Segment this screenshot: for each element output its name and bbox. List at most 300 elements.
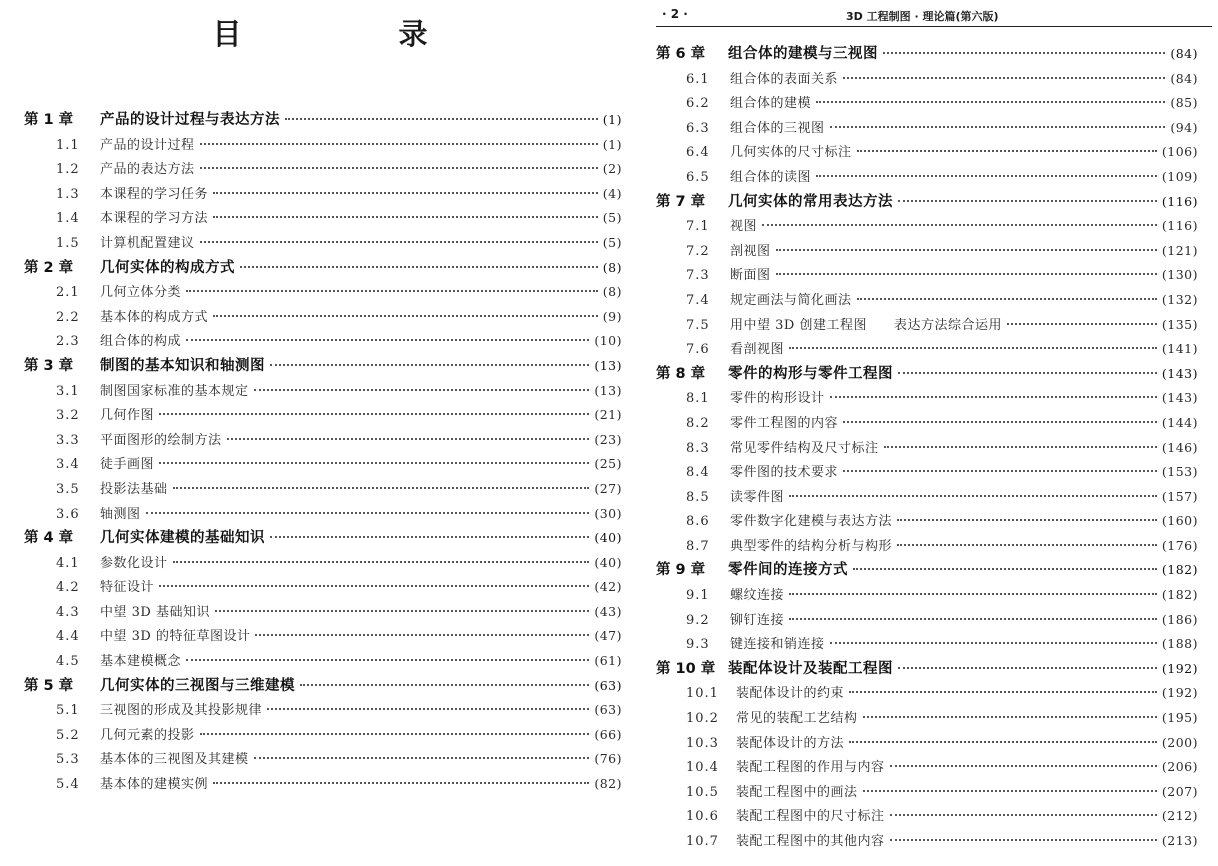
toc-entry-page: (116) (1161, 218, 1198, 234)
toc-chapter-entry (0, 108, 640, 133)
toc-dot-leader (227, 438, 590, 440)
toc-entry-title: 产品的设计过程 (100, 137, 195, 153)
toc-section-entry (0, 747, 640, 772)
toc-entry-title: 制图的基本知识和轴测图 (100, 357, 265, 374)
toc-entry-number: 3.4 (56, 457, 80, 473)
toc-section-entry (0, 379, 640, 404)
toc-dot-leader (270, 536, 589, 538)
toc-entry-page: (63) (594, 702, 622, 718)
toc-entry-number: 10.6 (686, 809, 719, 825)
toc-entry-title: 参数化设计 (100, 555, 168, 571)
toc-entry-title: 基本体的构成方式 (100, 309, 209, 325)
toc-entry-number: 第 4 章 (24, 530, 74, 547)
toc-dot-leader (816, 101, 1165, 103)
toc-section-entry (648, 829, 1218, 854)
toc-entry-title: 装配体设计及装配工程图 (728, 660, 893, 677)
toc-chapter-entry (648, 190, 1218, 215)
toc-section-entry (648, 436, 1218, 461)
toc-entry-number: 7.3 (686, 268, 710, 284)
toc-entry-title: 几何实体的常用表达方法 (728, 193, 893, 210)
toc-dot-leader (159, 585, 589, 587)
toc-entry-title: 本课程的学习方法 (100, 211, 209, 227)
toc-list-right (648, 42, 1218, 854)
toc-section-entry (0, 133, 640, 158)
toc-entry-title: 零件间的连接方式 (728, 562, 848, 579)
toc-dot-leader (789, 495, 1157, 497)
toc-dot-leader (898, 372, 1157, 374)
toc-dot-leader (200, 167, 598, 169)
toc-section-entry (648, 214, 1218, 239)
toc-entry-page: (47) (594, 628, 622, 644)
toc-dot-leader (300, 684, 589, 686)
toc-entry-title: 零件的构形与零件工程图 (728, 365, 893, 382)
toc-section-entry (648, 337, 1218, 362)
toc-entry-number: 8.1 (686, 391, 710, 407)
toc-entry-page: (157) (1161, 488, 1198, 504)
toc-dot-leader (890, 765, 1157, 767)
toc-entry-page: (195) (1161, 710, 1198, 726)
toc-entry-page: (66) (594, 726, 622, 742)
toc-dot-leader (883, 52, 1165, 54)
toc-dot-leader (200, 241, 598, 243)
toc-dot-leader (898, 200, 1157, 202)
toc-section-entry (648, 165, 1218, 190)
toc-dot-leader (213, 192, 598, 194)
toc-section-entry (648, 411, 1218, 436)
toc-chapter-entry (0, 526, 640, 551)
toc-dot-leader (285, 118, 598, 120)
toc-dot-leader (890, 839, 1157, 841)
toc-entry-number: 5.1 (56, 703, 80, 719)
toc-entry-title: 几何立体分类 (100, 285, 182, 301)
toc-entry-title: 剖视图 (730, 243, 771, 259)
toc-entry-title: 本课程的学习任务 (100, 186, 209, 202)
toc-entry-page: (143) (1161, 365, 1198, 381)
toc-section-entry (0, 329, 640, 354)
toc-dot-leader (776, 249, 1157, 251)
toc-chapter-entry (0, 256, 640, 281)
toc-entry-page: (186) (1161, 611, 1198, 627)
toc-section-entry (648, 534, 1218, 559)
toc-entry-number: 3.6 (56, 506, 80, 522)
toc-entry-page: (188) (1161, 636, 1198, 652)
toc-dot-leader (173, 561, 590, 563)
toc-entry-page: (21) (594, 407, 622, 423)
toc-entry-page: (40) (594, 530, 622, 546)
toc-section-entry (648, 632, 1218, 657)
toc-entry-number: 8.6 (686, 514, 710, 530)
toc-section-entry (648, 140, 1218, 165)
toc-dot-leader (857, 150, 1157, 152)
toc-section-entry (0, 551, 640, 576)
toc-entry-title: 三视图的形成及其投影规律 (100, 703, 263, 719)
toc-entry-title: 基本建模概念 (100, 654, 182, 670)
toc-entry-page: (109) (1161, 168, 1198, 184)
toc-entry-number: 5.4 (56, 777, 80, 793)
toc-entry-title: 几何实体的三视图与三维建模 (100, 677, 295, 694)
toc-entry-number: 9.2 (686, 612, 710, 628)
toc-entry-title: 零件图的技术要求 (730, 465, 839, 481)
toc-entry-title: 螺纹连接 (730, 588, 785, 604)
toc-entry-number: 第 10 章 (656, 660, 716, 677)
toc-section-entry (0, 575, 640, 600)
toc-dot-leader (213, 315, 598, 317)
toc-entry-page: (27) (594, 480, 622, 496)
toc-entry-number: 8.4 (686, 465, 710, 481)
toc-entry-number: 10.5 (686, 784, 719, 800)
toc-entry-page: (5) (602, 210, 622, 226)
toc-dot-leader (240, 266, 598, 268)
toc-entry-number: 7.6 (686, 342, 710, 358)
toc-dot-leader (776, 273, 1157, 275)
toc-entry-title: 组合体的读图 (730, 169, 812, 185)
toc-entry-page: (135) (1161, 316, 1198, 332)
toc-dot-leader (863, 716, 1157, 718)
toc-entry-page: (121) (1161, 242, 1198, 258)
toc-dot-leader (789, 593, 1157, 595)
toc-entry-page: (84) (1170, 70, 1198, 86)
toc-entry-number: 6.1 (686, 71, 710, 87)
toc-entry-number: 10.7 (686, 834, 719, 849)
toc-entry-page: (13) (594, 382, 622, 398)
toc-entry-number: 8.5 (686, 489, 710, 505)
toc-entry-page: (8) (602, 284, 622, 300)
toc-entry-number: 第 5 章 (24, 677, 74, 694)
toc-entry-number: 10.3 (686, 735, 719, 751)
toc-entry-title: 读零件图 (730, 489, 785, 505)
toc-section-entry (648, 755, 1218, 780)
toc-entry-title: 几何作图 (100, 408, 155, 424)
toc-entry-title: 键连接和销连接 (730, 637, 825, 653)
toc-entry-title: 计算机配置建议 (100, 235, 195, 251)
header-book-title: 3D 工程制图 · 理论篇(第六版) (846, 10, 999, 23)
toc-entry-page: (130) (1161, 267, 1198, 283)
toc-entry-title: 几何元素的投影 (100, 727, 195, 743)
toc-entry-title: 基本体的三视图及其建模 (100, 752, 249, 768)
toc-entry-number: 2.1 (56, 285, 80, 301)
toc-entry-title: 特征设计 (100, 580, 155, 596)
toc-dot-leader (789, 618, 1157, 620)
toc-entry-title: 组合体的表面关系 (730, 71, 839, 87)
toc-entry-page: (43) (594, 603, 622, 619)
toc-section-entry (648, 780, 1218, 805)
toc-entry-title: 中望 3D 基础知识 (100, 604, 210, 620)
toc-entry-page: (206) (1161, 759, 1198, 775)
toc-entry-number: 第 7 章 (656, 193, 706, 210)
toc-dot-leader (173, 487, 590, 489)
toc-entry-number: 5.3 (56, 752, 80, 768)
toc-section-entry (648, 67, 1218, 92)
toc-dot-leader (816, 175, 1157, 177)
toc-dot-leader (849, 691, 1157, 693)
toc-entry-number: 9.3 (686, 637, 710, 653)
toc-entry-number: 7.5 (686, 317, 710, 333)
toc-entry-number: 4.2 (56, 580, 80, 596)
toc-entry-title: 产品的设计过程与表达方法 (100, 112, 280, 128)
toc-dot-leader (830, 126, 1166, 128)
toc-dot-leader (897, 544, 1157, 546)
toc-entry-title: 几何实体的构成方式 (100, 259, 235, 276)
toc-section-entry (648, 804, 1218, 829)
toc-entry-title: 常见的装配工艺结构 (736, 711, 858, 727)
toc-dot-leader (215, 610, 589, 612)
toc-entry-page: (9) (602, 308, 622, 324)
toc-chapter-entry (648, 42, 1218, 67)
toc-dot-leader (213, 216, 598, 218)
toc-entry-title: 基本体的建模实例 (100, 777, 209, 793)
toc-dot-leader (853, 568, 1157, 570)
toc-entry-number: 10.2 (686, 711, 719, 727)
toc-entry-page: (106) (1161, 144, 1198, 160)
toc-entry-number: 1.3 (56, 186, 80, 202)
toc-section-entry (648, 116, 1218, 141)
toc-entry-number: 1.4 (56, 211, 80, 227)
toc-entry-number: 6.2 (686, 96, 710, 112)
toc-dot-leader (186, 290, 598, 292)
toc-entry-title: 装配工程图的作用与内容 (736, 760, 885, 776)
toc-section-entry (648, 386, 1218, 411)
toc-dot-leader (159, 462, 589, 464)
toc-entry-number: 第 1 章 (24, 112, 74, 128)
toc-section-entry (0, 723, 640, 748)
toc-dot-leader (843, 77, 1165, 79)
toc-section-entry (648, 509, 1218, 534)
toc-entry-number: 第 3 章 (24, 357, 74, 374)
toc-entry-number: 4.1 (56, 555, 80, 571)
toc-entry-number: 7.2 (686, 243, 710, 259)
toc-entry-page: (143) (1161, 390, 1198, 406)
toc-entry-number: 3.2 (56, 408, 80, 424)
toc-entry-title: 几何实体建模的基础知识 (100, 530, 265, 547)
toc-entry-page: (146) (1161, 439, 1198, 455)
toc-entry-page: (84) (1170, 46, 1198, 61)
toc-entry-number: 第 6 章 (656, 46, 706, 62)
toc-entry-page: (25) (594, 456, 622, 472)
page-title: 目 录 (212, 17, 492, 51)
toc-entry-page: (23) (594, 431, 622, 447)
toc-dot-leader (843, 470, 1157, 472)
toc-entry-title: 零件数字化建模与表达方法 (730, 514, 893, 530)
toc-dot-leader (897, 519, 1157, 521)
header-page-number: · 2 · (662, 7, 688, 21)
toc-entry-page: (85) (1170, 95, 1198, 111)
toc-section-entry (648, 263, 1218, 288)
toc-entry-title: 产品的表达方法 (100, 162, 195, 178)
toc-entry-title: 装配体设计的约束 (736, 686, 845, 702)
toc-entry-page: (2) (602, 161, 622, 177)
toc-section-entry (0, 477, 640, 502)
toc-entry-number: 2.3 (56, 334, 80, 350)
toc-section-entry (648, 485, 1218, 510)
toc-chapter-entry (0, 354, 640, 379)
toc-entry-number: 8.3 (686, 440, 710, 456)
toc-entry-number: 第 8 章 (656, 365, 706, 382)
toc-entry-page: (182) (1161, 587, 1198, 603)
toc-section-entry (648, 460, 1218, 485)
toc-entry-page: (13) (594, 357, 622, 373)
toc-entry-title: 徒手画图 (100, 457, 155, 473)
toc-entry-page: (40) (594, 554, 622, 570)
toc-section-entry (648, 681, 1218, 706)
toc-entry-title: 装配体设计的方法 (736, 735, 845, 751)
toc-entry-number: 3.1 (56, 383, 80, 399)
toc-entry-number: 7.4 (686, 292, 710, 308)
toc-entry-title: 组合体的构成 (100, 334, 182, 350)
toc-entry-page: (4) (602, 185, 622, 201)
toc-entry-title: 零件工程图的内容 (730, 415, 839, 431)
toc-section-entry (648, 288, 1218, 313)
toc-chapter-entry (648, 657, 1218, 682)
toc-entry-number: 10.4 (686, 760, 719, 776)
toc-section-entry (0, 502, 640, 527)
toc-dot-leader (200, 143, 598, 145)
toc-dot-leader (270, 364, 589, 366)
toc-entry-page: (1) (602, 112, 622, 127)
toc-entry-number: 4.5 (56, 654, 80, 670)
toc-dot-leader (843, 421, 1157, 423)
toc-section-entry (648, 239, 1218, 264)
toc-section-entry (0, 600, 640, 625)
toc-entry-page: (153) (1161, 464, 1198, 480)
toc-entry-number: 9.1 (686, 588, 710, 604)
toc-entry-page: (30) (594, 505, 622, 521)
toc-section-entry (0, 452, 640, 477)
toc-entry-number: 8.7 (686, 538, 710, 554)
running-header (656, 4, 1212, 27)
toc-entry-number: 8.2 (686, 415, 710, 431)
toc-entry-title: 常见零件结构及尺寸标注 (730, 440, 879, 456)
toc-dot-leader (1007, 323, 1157, 325)
toc-dot-leader (898, 667, 1157, 669)
toc-dot-leader (255, 634, 589, 636)
toc-entry-number: 6.5 (686, 169, 710, 185)
toc-entry-title: 铆钉连接 (730, 612, 785, 628)
toc-section-entry (648, 583, 1218, 608)
toc-entry-number: 3.3 (56, 432, 80, 448)
toc-entry-title: 用中望 3D 创建工程图 表达方法综合运用 (730, 317, 1002, 333)
toc-entry-title: 零件的构形设计 (730, 391, 825, 407)
toc-entry-number: 第 2 章 (24, 259, 74, 276)
toc-section-entry (0, 772, 640, 797)
toc-section-entry (648, 313, 1218, 338)
toc-dot-leader (213, 782, 589, 784)
toc-dot-leader (857, 298, 1157, 300)
toc-entry-title: 平面图形的绘制方法 (100, 432, 222, 448)
toc-entry-number: 1.2 (56, 162, 80, 178)
toc-section-entry (648, 706, 1218, 731)
toc-dot-leader (830, 396, 1157, 398)
right-page (648, 0, 1218, 866)
toc-section-entry (0, 624, 640, 649)
toc-dot-leader (789, 347, 1157, 349)
toc-dot-leader (830, 642, 1157, 644)
toc-entry-title: 制图国家标准的基本规定 (100, 383, 249, 399)
toc-entry-page: (8) (602, 259, 622, 275)
toc-dot-leader (146, 512, 590, 514)
toc-entry-page: (82) (594, 776, 622, 792)
toc-entry-title: 组合体的建模 (730, 96, 812, 112)
toc-dot-leader (254, 389, 590, 391)
toc-section-entry (0, 698, 640, 723)
toc-entry-page: (132) (1161, 291, 1198, 307)
toc-entry-title: 轴测图 (100, 506, 141, 522)
toc-entry-number: 3.5 (56, 481, 80, 497)
toc-entry-number: 10.1 (686, 686, 719, 702)
toc-entry-page: (63) (594, 677, 622, 693)
toc-entry-page: (116) (1161, 193, 1198, 209)
toc-section-entry (0, 206, 640, 231)
toc-entry-page: (213) (1161, 833, 1198, 848)
toc-entry-page: (141) (1161, 341, 1198, 357)
toc-entry-page: (61) (594, 653, 622, 669)
toc-entry-page: (176) (1161, 537, 1198, 553)
toc-entry-page: (144) (1161, 414, 1198, 430)
toc-entry-page: (94) (1170, 119, 1198, 135)
toc-section-entry (0, 157, 640, 182)
toc-entry-number: 第 9 章 (656, 562, 706, 579)
toc-entry-number: 6.4 (686, 145, 710, 161)
toc-dot-leader (267, 708, 589, 710)
toc-entry-page: (42) (594, 579, 622, 595)
toc-entry-title: 中望 3D 的特征草图设计 (100, 629, 251, 645)
toc-entry-number: 4.4 (56, 629, 80, 645)
toc-dot-leader (890, 814, 1157, 816)
toc-entry-number: 1.1 (56, 137, 80, 153)
toc-entry-number: 5.2 (56, 727, 80, 743)
toc-entry-number: 2.2 (56, 309, 80, 325)
toc-dot-leader (186, 339, 589, 341)
toc-dot-leader (849, 741, 1157, 743)
toc-section-entry (648, 91, 1218, 116)
toc-section-entry (0, 403, 640, 428)
toc-entry-title: 典型零件的结构分析与构形 (730, 538, 893, 554)
toc-dot-leader (159, 413, 589, 415)
toc-entry-page: (160) (1161, 513, 1198, 529)
toc-entry-title: 视图 (730, 219, 758, 235)
toc-entry-title: 组合体的建模与三视图 (728, 46, 878, 62)
toc-entry-page: (5) (602, 234, 622, 250)
toc-entry-number: 6.3 (686, 120, 710, 136)
toc-entry-title: 规定画法与简化画法 (730, 292, 852, 308)
toc-entry-number: 4.3 (56, 604, 80, 620)
toc-section-entry (648, 608, 1218, 633)
toc-entry-number: 7.1 (686, 219, 710, 235)
toc-section-entry (0, 280, 640, 305)
toc-entry-page: (207) (1161, 783, 1198, 799)
toc-dot-leader (884, 446, 1157, 448)
toc-section-entry (0, 428, 640, 453)
toc-entry-page: (200) (1161, 734, 1198, 750)
toc-chapter-entry (648, 362, 1218, 387)
toc-section-entry (0, 649, 640, 674)
toc-entry-page: (192) (1161, 685, 1198, 701)
toc-section-entry (0, 231, 640, 256)
toc-entry-title: 断面图 (730, 268, 771, 284)
toc-list-left (0, 108, 640, 797)
toc-entry-page: (76) (594, 751, 622, 767)
toc-entry-page: (1) (602, 136, 622, 152)
toc-entry-page: (10) (594, 333, 622, 349)
toc-section-entry (0, 305, 640, 330)
toc-entry-title: 装配工程图中的其他内容 (736, 834, 885, 849)
toc-entry-page: (182) (1161, 562, 1198, 578)
toc-dot-leader (254, 757, 590, 759)
toc-entry-page: (212) (1161, 808, 1198, 824)
toc-chapter-entry (0, 674, 640, 699)
toc-entry-title: 看剖视图 (730, 342, 785, 358)
toc-entry-title: 装配工程图中的画法 (736, 784, 858, 800)
toc-dot-leader (762, 224, 1157, 226)
